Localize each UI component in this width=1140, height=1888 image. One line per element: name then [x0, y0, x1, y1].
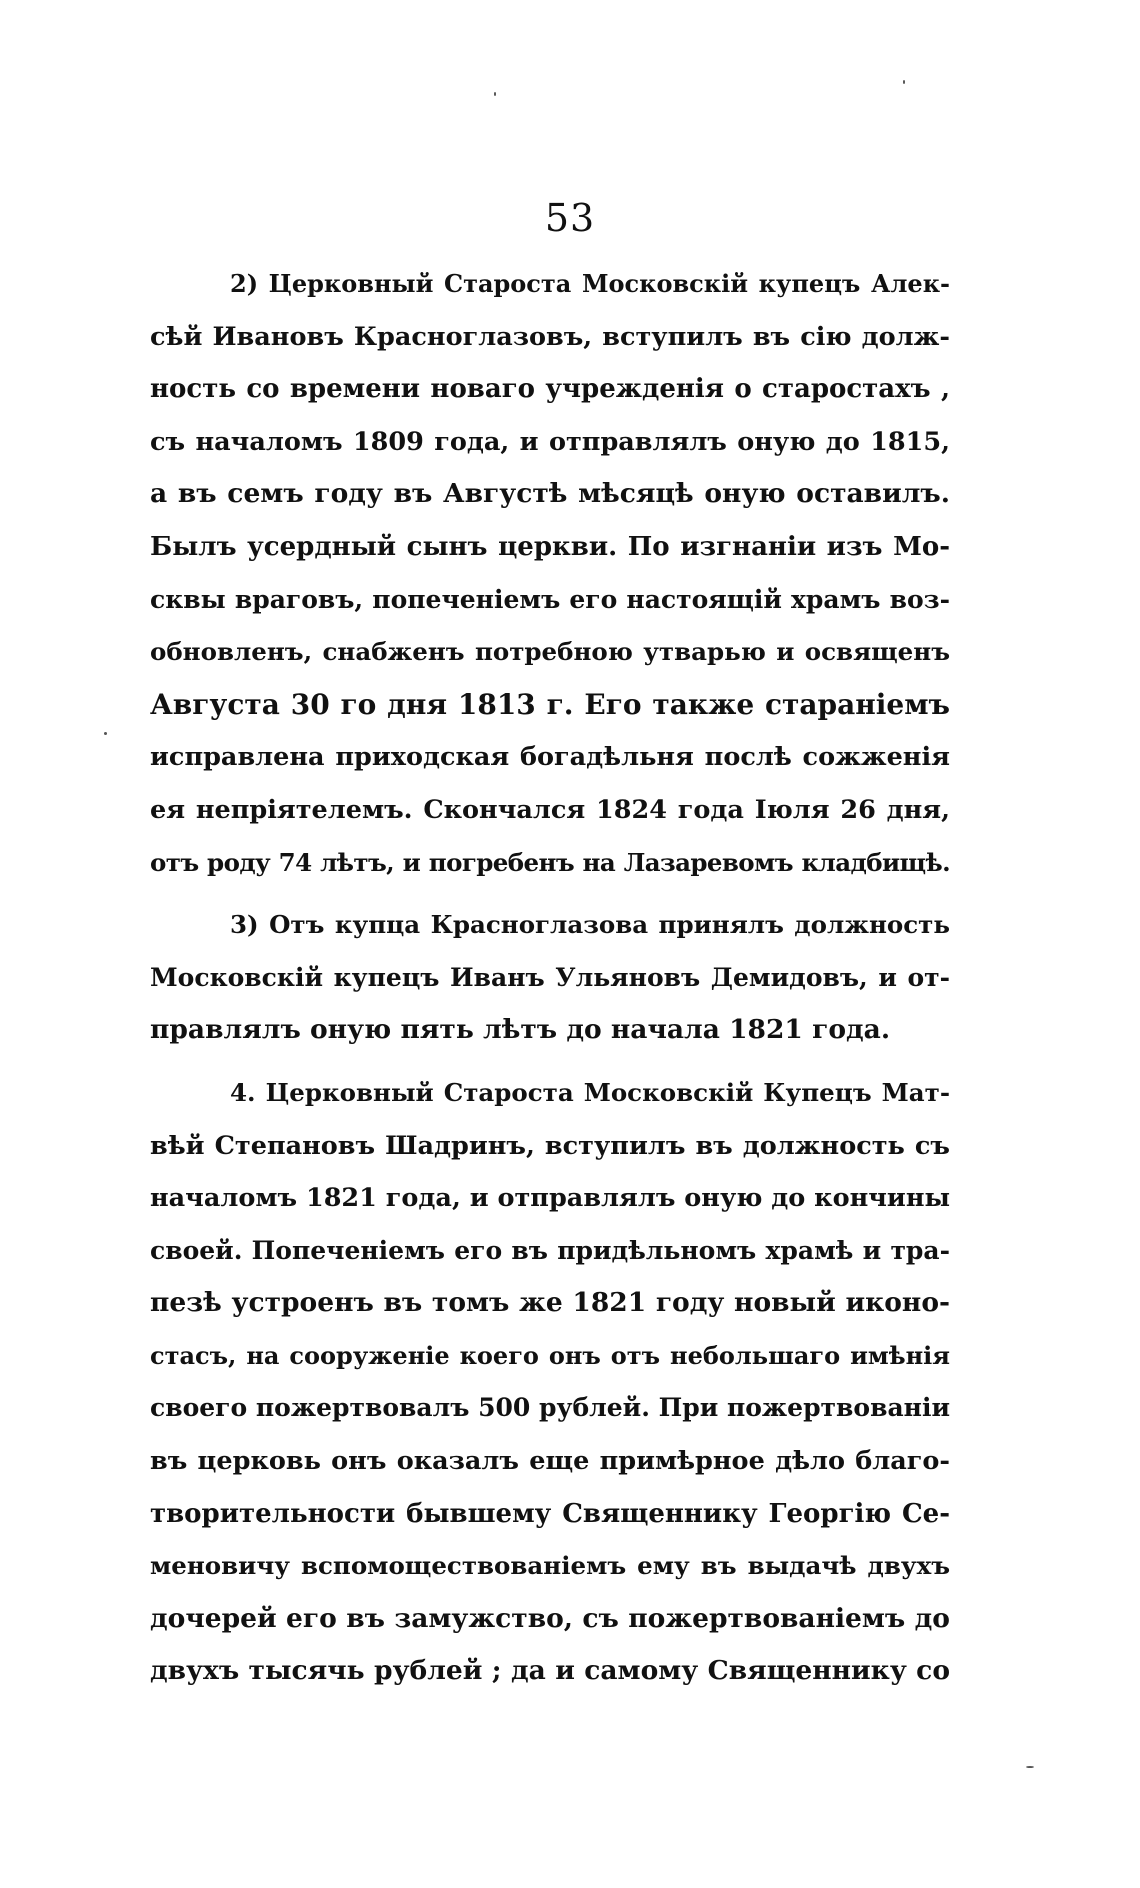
paragraph-gap: [150, 1057, 950, 1067]
scan-speck: [903, 80, 905, 84]
scan-speck: [1026, 1766, 1034, 1768]
text-line: въ церковь онъ оказалъ еще примѣрное дѣло благо-: [150, 1446, 950, 1477]
text-line: 4. Церковный Староста Московскій Купецъ Мат-: [230, 1077, 950, 1107]
text-line: творительности бывшему Священнику Георгію Се-: [150, 1498, 950, 1529]
text-line: Августа 30 го дня 1813 г. Его также стараніемъ: [150, 687, 950, 721]
text-line: своего пожертвовалъ 500 рублей. При пожертвованіи: [150, 1393, 950, 1423]
text-line: а въ семъ году въ Августѣ мѣсяцѣ оную оставилъ.: [150, 478, 950, 510]
paragraph-3: [150, 899, 950, 1057]
text-line: ея непріятелемъ. Скончался 1824 года Іюля 26 дня,: [150, 794, 950, 825]
text-line: Былъ усердный сынъ церкви. По изгнаніи изъ Мо-: [150, 531, 950, 562]
text-line: Московскій купецъ Иванъ Ульяновъ Демидовъ, и от-: [150, 962, 950, 992]
text-line: 3) Отъ купца Красноглазова принялъ должность: [230, 910, 950, 940]
text-line: двухъ тысячь рублей ; да и самому Священнику со: [150, 1655, 950, 1687]
text-line: меновичу вспомоществованіемъ ему въ выдачѣ двухъ: [150, 1551, 950, 1581]
text-line: стасъ, на сооруженіе коего онъ отъ небольшаго имѣнія: [150, 1340, 950, 1370]
text-line: исправлена приходская богадѣльня послѣ сожженія: [150, 742, 950, 773]
paragraph-gap: [150, 889, 950, 899]
body-text: [150, 258, 950, 1698]
text-line: началомъ 1821 года, и отправлялъ оную до кончины: [150, 1183, 951, 1214]
page-number: 53: [544, 196, 596, 240]
text-line: пезѣ устроенъ въ томъ же 1821 году новый иконо-: [150, 1287, 950, 1319]
text-line: отъ роду 74 лѣтъ, и погребенъ на Лазаревомъ кладбищѣ.: [150, 847, 950, 877]
scan-speck: [494, 92, 496, 96]
scan-speck: [104, 732, 107, 735]
text-line: обновленъ, снабженъ потребною утварью и освященъ: [150, 637, 950, 667]
text-line: 2) Церковный Староста Московскій купецъ Алек-: [230, 269, 950, 298]
text-line: дочерей его въ замужство, съ пожертвованіемъ до: [150, 1602, 950, 1634]
text-line: своей. Попеченіемъ его въ придѣльномъ храмѣ и тра-: [150, 1235, 950, 1265]
text-line: сквы враговъ, попеченіемъ его настоящій храмъ воз-: [150, 584, 950, 614]
text-line: сѣй Ивановъ Красноглазовъ, вступилъ въ сію долж-: [150, 321, 950, 352]
paragraph-2: [150, 258, 950, 889]
text-line: ность со времени новаго учрежденія о старостахъ ,: [150, 374, 950, 405]
text-line: съ началомъ 1809 года, и отправлялъ оную до 1815,: [150, 426, 950, 457]
text-line: правлялъ оную пять лѣтъ до начала 1821 года.: [150, 1014, 891, 1046]
text-line: вѣй Степановъ Шадринъ, вступилъ въ должность съ: [150, 1130, 950, 1161]
paragraph-4: [150, 1067, 950, 1698]
